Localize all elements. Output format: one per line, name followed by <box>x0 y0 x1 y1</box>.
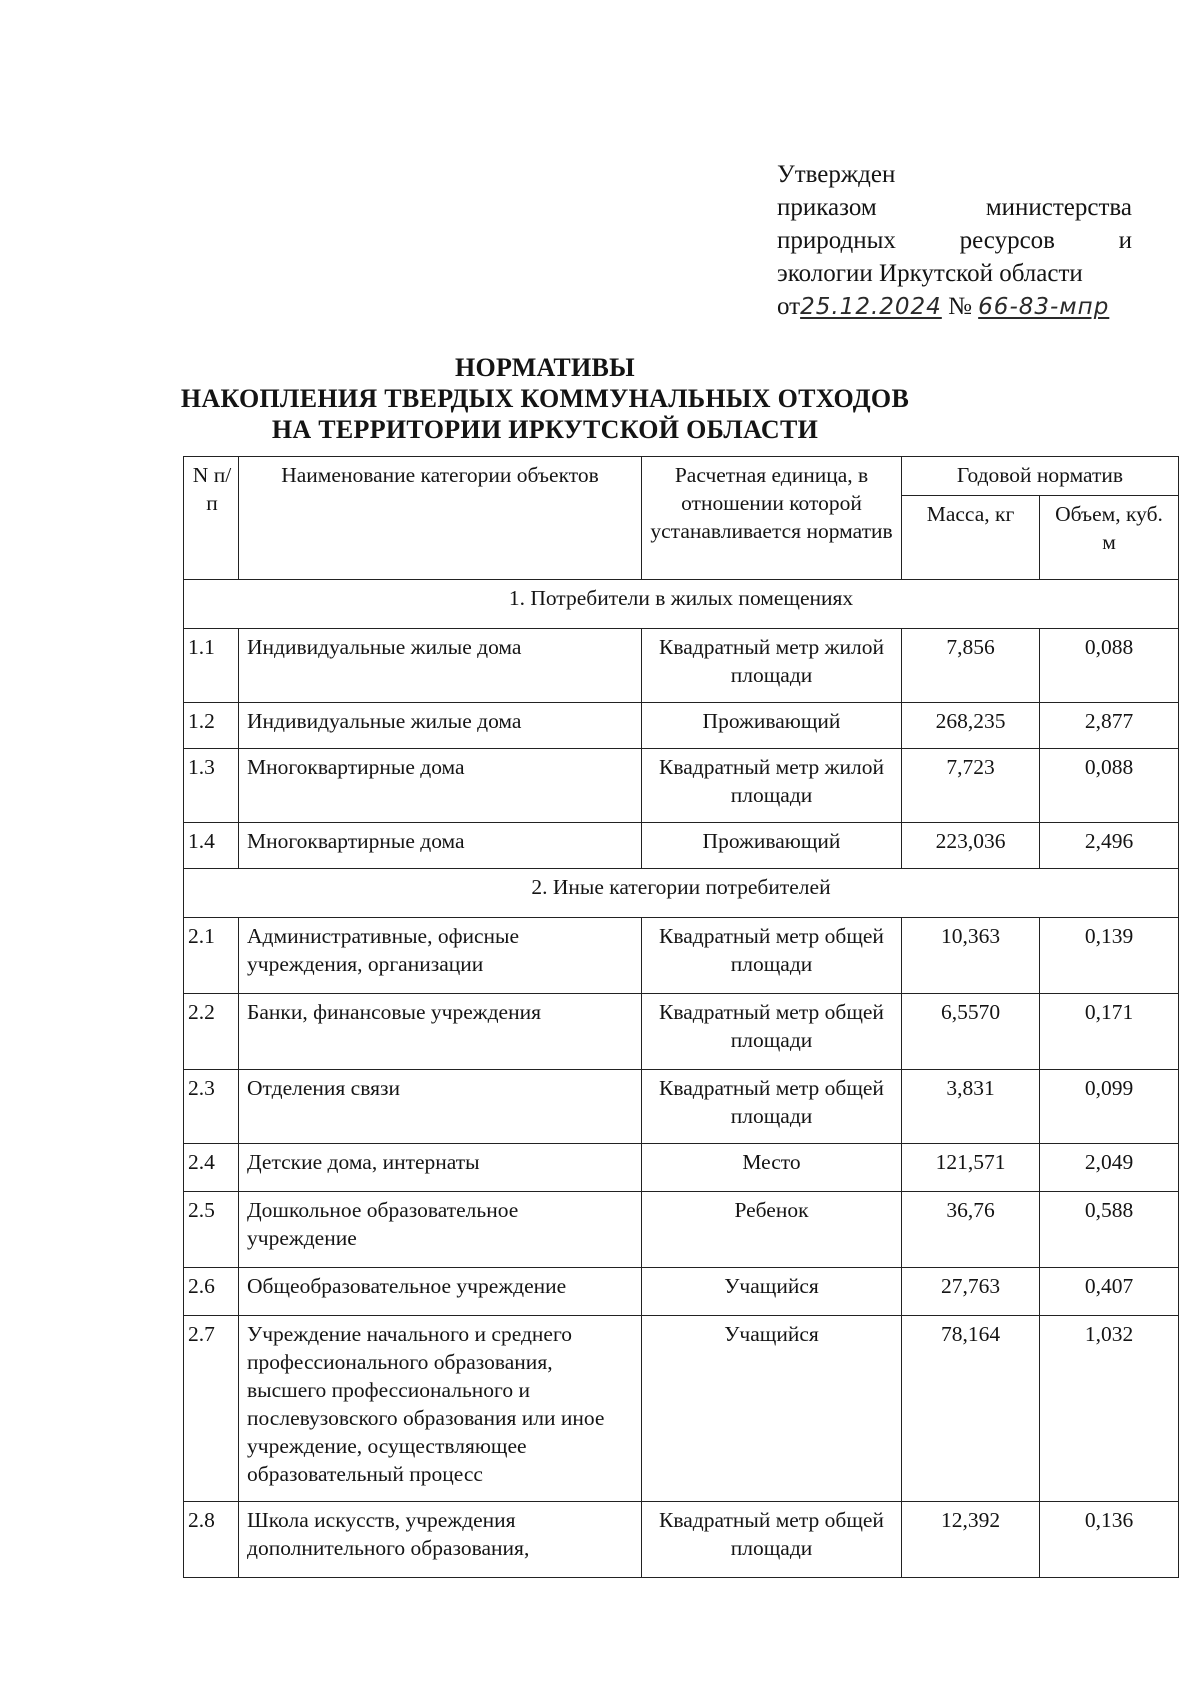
row-name: Административные, офисные учреждения, организации <box>239 918 642 994</box>
row-unit: Квадратный метр общей площади <box>642 1070 902 1144</box>
handwritten-date: 25.12.2024 <box>800 294 942 320</box>
header-unit: Расчетная единица, в отношении которой устанавливается норматив <box>642 457 902 580</box>
row-unit: Проживающий <box>642 703 902 749</box>
row-mass: 7,856 <box>902 629 1040 703</box>
row-number: 2.2 <box>184 994 239 1070</box>
title-line-3: НА ТЕРРИТОРИИ ИРКУТСКОЙ ОБЛАСТИ <box>271 415 819 444</box>
table-row <box>184 1070 1179 1144</box>
table-row <box>184 918 1179 994</box>
table-row <box>184 1502 1179 1578</box>
approval-word-order: приказом <box>777 194 877 221</box>
row-name: Банки, финансовые учреждения <box>239 994 642 1070</box>
approval-word-ministry: министерства <box>985 194 1132 221</box>
approval-line-1: Утвержден <box>777 161 896 188</box>
handwritten-number: 66-83-мпр <box>978 294 1110 320</box>
row-number: 1.4 <box>184 823 239 869</box>
row-volume: 0,088 <box>1040 749 1179 823</box>
row-volume: 0,171 <box>1040 994 1179 1070</box>
row-name: Детские дома, интернаты <box>239 1144 642 1192</box>
row-name: Дошкольное образовательное учреждение <box>239 1192 642 1268</box>
row-unit: Ребенок <box>642 1192 902 1268</box>
header-volume: Объем, куб. м <box>1040 496 1179 580</box>
row-unit: Квадратный метр общей площади <box>642 1502 902 1578</box>
row-mass: 12,392 <box>902 1502 1040 1578</box>
approval-line-2 <box>777 191 1132 224</box>
row-mass: 3,831 <box>902 1070 1040 1144</box>
row-number: 2.3 <box>184 1070 239 1144</box>
row-number: 2.6 <box>184 1268 239 1316</box>
row-name: Индивидуальные жилые дома <box>239 703 642 749</box>
row-number: 1.2 <box>184 703 239 749</box>
row-mass: 268,235 <box>902 703 1040 749</box>
section-row <box>184 869 1179 918</box>
approval-from-prefix: от <box>777 293 801 320</box>
row-mass: 121,571 <box>902 1144 1040 1192</box>
title-line-1: НОРМАТИВЫ <box>454 353 635 382</box>
row-unit: Квадратный метр жилой площади <box>642 749 902 823</box>
norms-table <box>183 456 1179 1578</box>
row-number: 2.4 <box>184 1144 239 1192</box>
row-number: 2.5 <box>184 1192 239 1268</box>
title-line-2: НАКОПЛЕНИЯ ТВЕРДЫХ КОММУНАЛЬНЫХ ОТХОДОВ <box>180 384 910 413</box>
row-volume: 0,136 <box>1040 1502 1179 1578</box>
row-name: Отделения связи <box>239 1070 642 1144</box>
table-row <box>184 823 1179 869</box>
row-unit: Проживающий <box>642 823 902 869</box>
table-row <box>184 629 1179 703</box>
row-number: 2.8 <box>184 1502 239 1578</box>
row-unit: Квадратный метр жилой площади <box>642 629 902 703</box>
header-mass: Масса, кг <box>902 496 1040 580</box>
row-name: Общеобразовательное учреждение <box>239 1268 642 1316</box>
section-title: 1. Потребители в жилых помещениях <box>184 580 1179 629</box>
row-name: Индивидуальные жилые дома <box>239 629 642 703</box>
row-name: Многоквартирные дома <box>239 749 642 823</box>
row-volume: 2,049 <box>1040 1144 1179 1192</box>
row-volume: 0,588 <box>1040 1192 1179 1268</box>
header-name: Наименование категории объектов <box>239 457 642 580</box>
row-name: Учреждение начального и среднего профессионального образования, высшего профессионального и послевузовского образования или иное учреждение, осуществляющее образовательный процесс <box>239 1316 642 1502</box>
table-row <box>184 1268 1179 1316</box>
header-annual: Годовой норматив <box>902 457 1179 496</box>
row-number: 2.7 <box>184 1316 239 1502</box>
row-mass: 27,763 <box>902 1268 1040 1316</box>
row-volume: 0,139 <box>1040 918 1179 994</box>
row-mass: 78,164 <box>902 1316 1040 1502</box>
row-number: 1.1 <box>184 629 239 703</box>
row-unit: Учащийся <box>642 1268 902 1316</box>
row-unit: Квадратный метр общей площади <box>642 918 902 994</box>
row-mass: 10,363 <box>902 918 1040 994</box>
table-row <box>184 1316 1179 1502</box>
row-name: Многоквартирные дома <box>239 823 642 869</box>
table-row <box>184 1192 1179 1268</box>
row-number: 2.1 <box>184 918 239 994</box>
row-volume: 1,032 <box>1040 1316 1179 1502</box>
table-row <box>184 703 1179 749</box>
table-row <box>184 749 1179 823</box>
row-volume: 2,496 <box>1040 823 1179 869</box>
approval-stamp <box>777 158 1132 324</box>
row-mass: 36,76 <box>902 1192 1040 1268</box>
approval-date-line <box>777 290 1132 324</box>
row-unit: Место <box>642 1144 902 1192</box>
row-unit: Квадратный метр общей площади <box>642 994 902 1070</box>
approval-word-and: и <box>1118 227 1132 254</box>
row-volume: 0,407 <box>1040 1268 1179 1316</box>
section-title: 2. Иные категории потребителей <box>184 869 1179 918</box>
row-number: 1.3 <box>184 749 239 823</box>
section-row <box>184 580 1179 629</box>
row-mass: 7,723 <box>902 749 1040 823</box>
approval-word-natural: природных <box>777 227 896 254</box>
approval-line-3 <box>777 224 1132 257</box>
row-volume: 0,088 <box>1040 629 1179 703</box>
table-row <box>184 994 1179 1070</box>
header-number: N п/п <box>184 457 239 580</box>
table-row <box>184 1144 1179 1192</box>
row-mass: 6,5570 <box>902 994 1040 1070</box>
row-name: Школа искусств, учреждения дополнительного образования, <box>239 1502 642 1578</box>
row-mass: 223,036 <box>902 823 1040 869</box>
row-unit: Учащийся <box>642 1316 902 1502</box>
approval-line-4: экологии Иркутской области <box>777 260 1083 287</box>
approval-word-resources: ресурсов <box>959 227 1055 254</box>
document-title <box>0 352 1200 445</box>
approval-number-prefix: № <box>948 293 972 320</box>
row-volume: 2,877 <box>1040 703 1179 749</box>
row-volume: 0,099 <box>1040 1070 1179 1144</box>
